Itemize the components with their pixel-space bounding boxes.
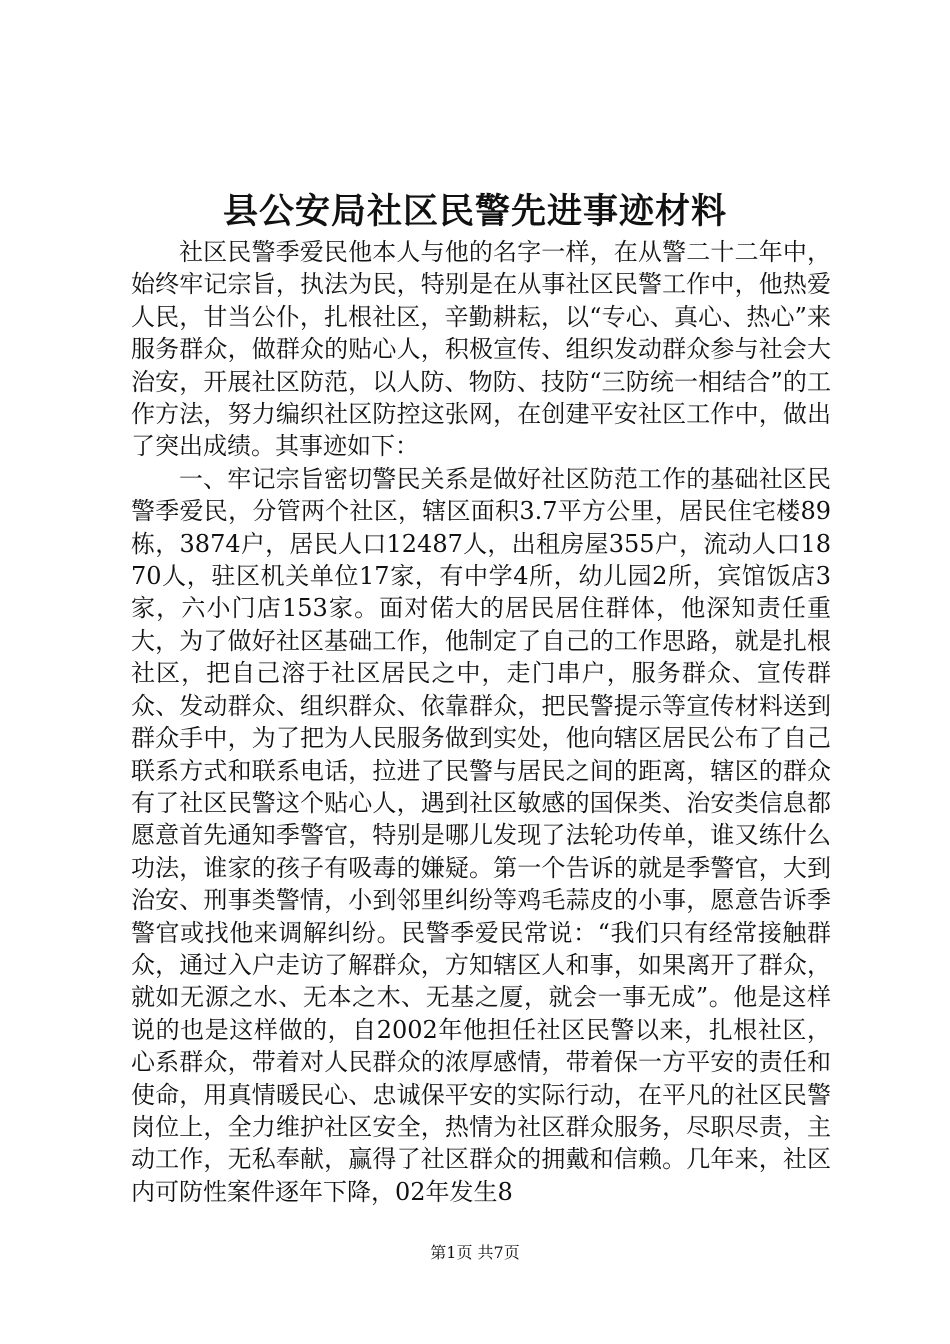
page-footer: 第1页 共7页	[430, 1243, 520, 1262]
paragraph-section-one: 一、牢记宗旨密切警民关系是做好社区防范工作的基础社区民警季爱民，分管两个社区，辖区面积3.7平方公里，居民住宅楼89栋，3874户，居民人口12487人，出租房屋355户，流动人口1870人，驻区机关单位17家，有中学4所，幼儿园2所，宾馆饭店3家，六小门店153家。面对偌大的居民居住群体，他深知责任重大，为了做好社区基础工作，他制定了自己的工作思路，就是扎根社区，把自己溶于社区居民之中，走门串户，服务群众、宣传群众、发动群众、组织群众、依靠群众，把民警提示等宣传材料送到群众手中，为了把为人民服务做到实处，他向辖区居民公布了自己联系方式和联系电话，拉进了民警与居民之间的距离，辖区的群众有了社区民警这个贴心人，遇到社区敏感的国保类、治安类信息都愿意首先通知季警官，特别是哪儿发现了法轮功传单，谁又练什么功法，谁家的孩子有吸毒的嫌疑。第一个告诉的就是季警官，大到治安、刑事类警情，小到邻里纠纷等鸡毛蒜皮的小事，愿意告诉季警官或找他来调解纠纷。民警季爱民常说：“我们只有经常接触群众，通过入户走访了解群众，方知辖区人和事，如果离开了群众，就如无源之水、无本之木、无基之厦，就会一事无成”。他是这样说的也是这样做的，自2002年他担任社区民警以来，扎根社区，心系群众，带着对人民群众的浓厚感情，带着保一方平安的责任和使命，用真情暖民心、忠诚保平安的实际行动，在平凡的社区民警岗位上，全力维护社区安全，热情为社区群众服务，尽职尽责，主动工作，无私奉献，赢得了社区群众的拥戴和信赖。几年来，社区内可防性案件逐年下降，02年发生8	[131, 464, 831, 1206]
paragraph-intro: 社区民警季爱民他本人与他的名字一样，在从警二十二年中，始终牢记宗旨，执法为民，特别是在从事社区民警工作中，他热爱人民，甘当公仆，扎根社区，辛勤耕耘，以“专心、真心、热心”来服务群众，做群众的贴心人，积极宣传、组织发动群众参与社会大治安，开展社区防范，以人防、物防、技防“三防统一相结合”的工作方法，努力编织社区防控这张网，在创建平安社区工作中，做出了突出成绩。其事迹如下：	[131, 238, 831, 461]
document-title: 县公安局社区民警先进事迹材料	[222, 191, 727, 232]
document-body	[131, 236, 831, 1208]
